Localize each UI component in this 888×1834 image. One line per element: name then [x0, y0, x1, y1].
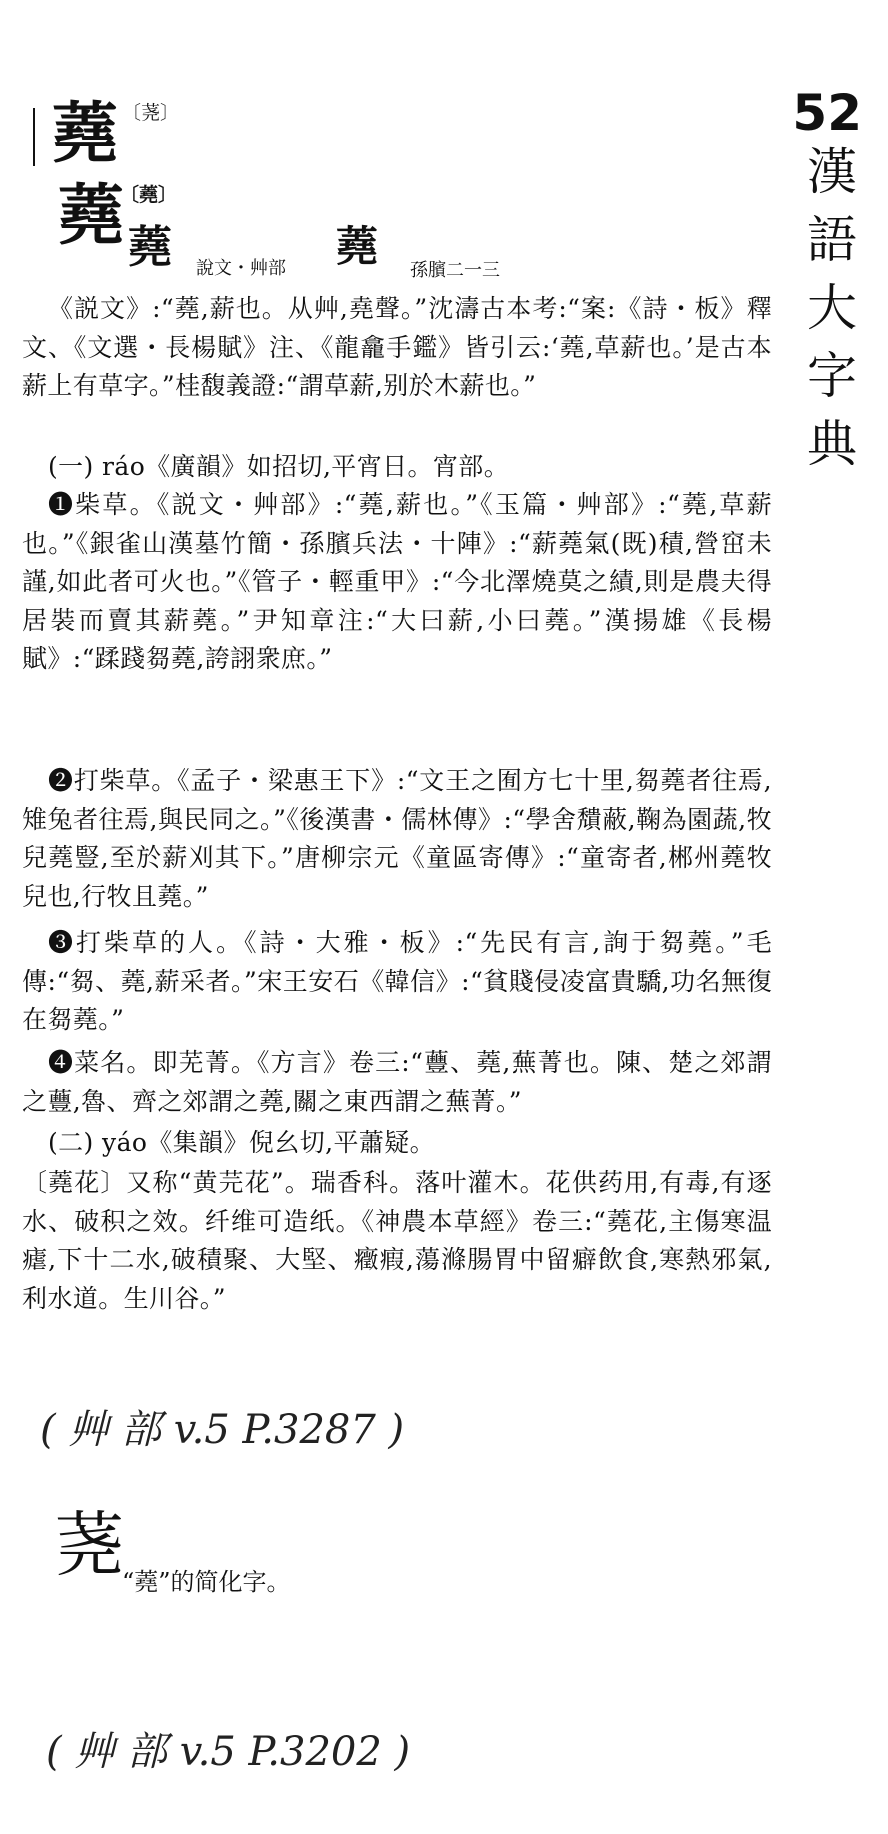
entry-variant-traditional: 〔蕘〕	[120, 184, 178, 206]
handwritten-reference-note-2: ( 艸 部 v.5 P.3202 )	[46, 1729, 411, 1775]
entry-head-character: 蕘	[52, 94, 118, 172]
simplified-character: 荛	[54, 1504, 124, 1586]
entry-marker-bar	[33, 108, 35, 166]
seal-script-glyph-sunbin: 蕘	[336, 222, 379, 271]
dictionary-page-number: 52	[792, 84, 862, 142]
paragraph-sense-1: ❶柴草。《説文・艸部》:“蕘,薪也。”《玉篇・艸部》:“蕘,草薪也。”《銀雀山漢墓竹簡・孫臏兵法・十陣》:“薪蕘氣(既)積,營窋未謹,如此者可火也。”《管子・輕重甲》:“今北澤燒莫之績,則是農夫得居裝而賣其薪蕘。”尹知章注:“大曰薪,小曰蕘。”漢揚雄《長楊賦》:“蹂踐芻蕘,誇詡衆庶。”	[22, 490, 772, 673]
entry-traditional-character: 蕘	[58, 176, 124, 254]
paragraph-etymology: 《説文》:“蕘,薪也。从艸,堯聲。”沈濤古本考:“案:《詩・板》釋文、《文選・長楊賦》注、《龍龕手鑑》皆引云:‘蕘,草薪也。’是古本薪上有草字。”桂馥義證:“謂草薪,别於木薪也。”	[22, 294, 772, 400]
handwritten-reference-note-1: ( 艸 部 v.5 P.3287 )	[40, 1407, 405, 1453]
seal-source-shuowen: 說文・艸部	[196, 258, 286, 279]
paragraph-reading-1: (一) ráo《廣韻》如招切,平宵日。宵部。	[48, 452, 510, 481]
paragraph-reading-2: (二) yáo《集韻》倪幺切,平蕭疑。	[48, 1128, 436, 1157]
paragraph-sense-2: ❷打柴草。《孟子・梁惠王下》:“文王之囿方七十里,芻蕘者往焉,雉兔者往焉,與民同之。”《後漢書・儒林傳》:“學舍穨蔽,鞠為園蔬,牧兒蕘豎,至於薪刈其下。”唐柳宗元《童區寄傳》:“童寄者,郴州蕘牧兒也,行牧且蕘。”	[22, 766, 772, 911]
entry-variant-simplified: 〔荛〕	[122, 102, 180, 124]
paragraph-compound-yaohua: 〔蕘花〕又称“黄芫花”。瑞香科。落叶灌木。花供药用,有毒,有逐水、破积之效。纤维可造纸。《神農本草經》卷三:“蕘花,主傷寒温瘧,下十二水,破積聚、大堅、癥瘕,蕩滌腸胃中留癖飲食,寒熱邪氣,利水道。生川谷。”	[22, 1168, 772, 1313]
seal-script-glyph-shuowen: 蕘	[128, 222, 172, 273]
simplified-character-definition: “蕘”的简化字。	[122, 1568, 291, 1596]
paragraph-sense-3: ❸打柴草的人。《詩・大雅・板》:“先民有言,詢于芻蕘。”毛傳:“芻、蕘,薪采者。”宋王安石《韓信》:“貧賤侵凌富貴驕,功名無復在芻蕘。”	[22, 928, 772, 1034]
dictionary-title: 漢語大字典	[807, 143, 857, 473]
seal-source-sunbin: 孫臏二一三	[410, 260, 500, 281]
paragraph-sense-4: ❹菜名。即芜菁。《方言》卷三:“蘴、蕘,蕪菁也。陳、楚之郊謂之蘴,魯、齊之郊謂之蕘,關之東西謂之蕪菁。”	[22, 1048, 772, 1116]
